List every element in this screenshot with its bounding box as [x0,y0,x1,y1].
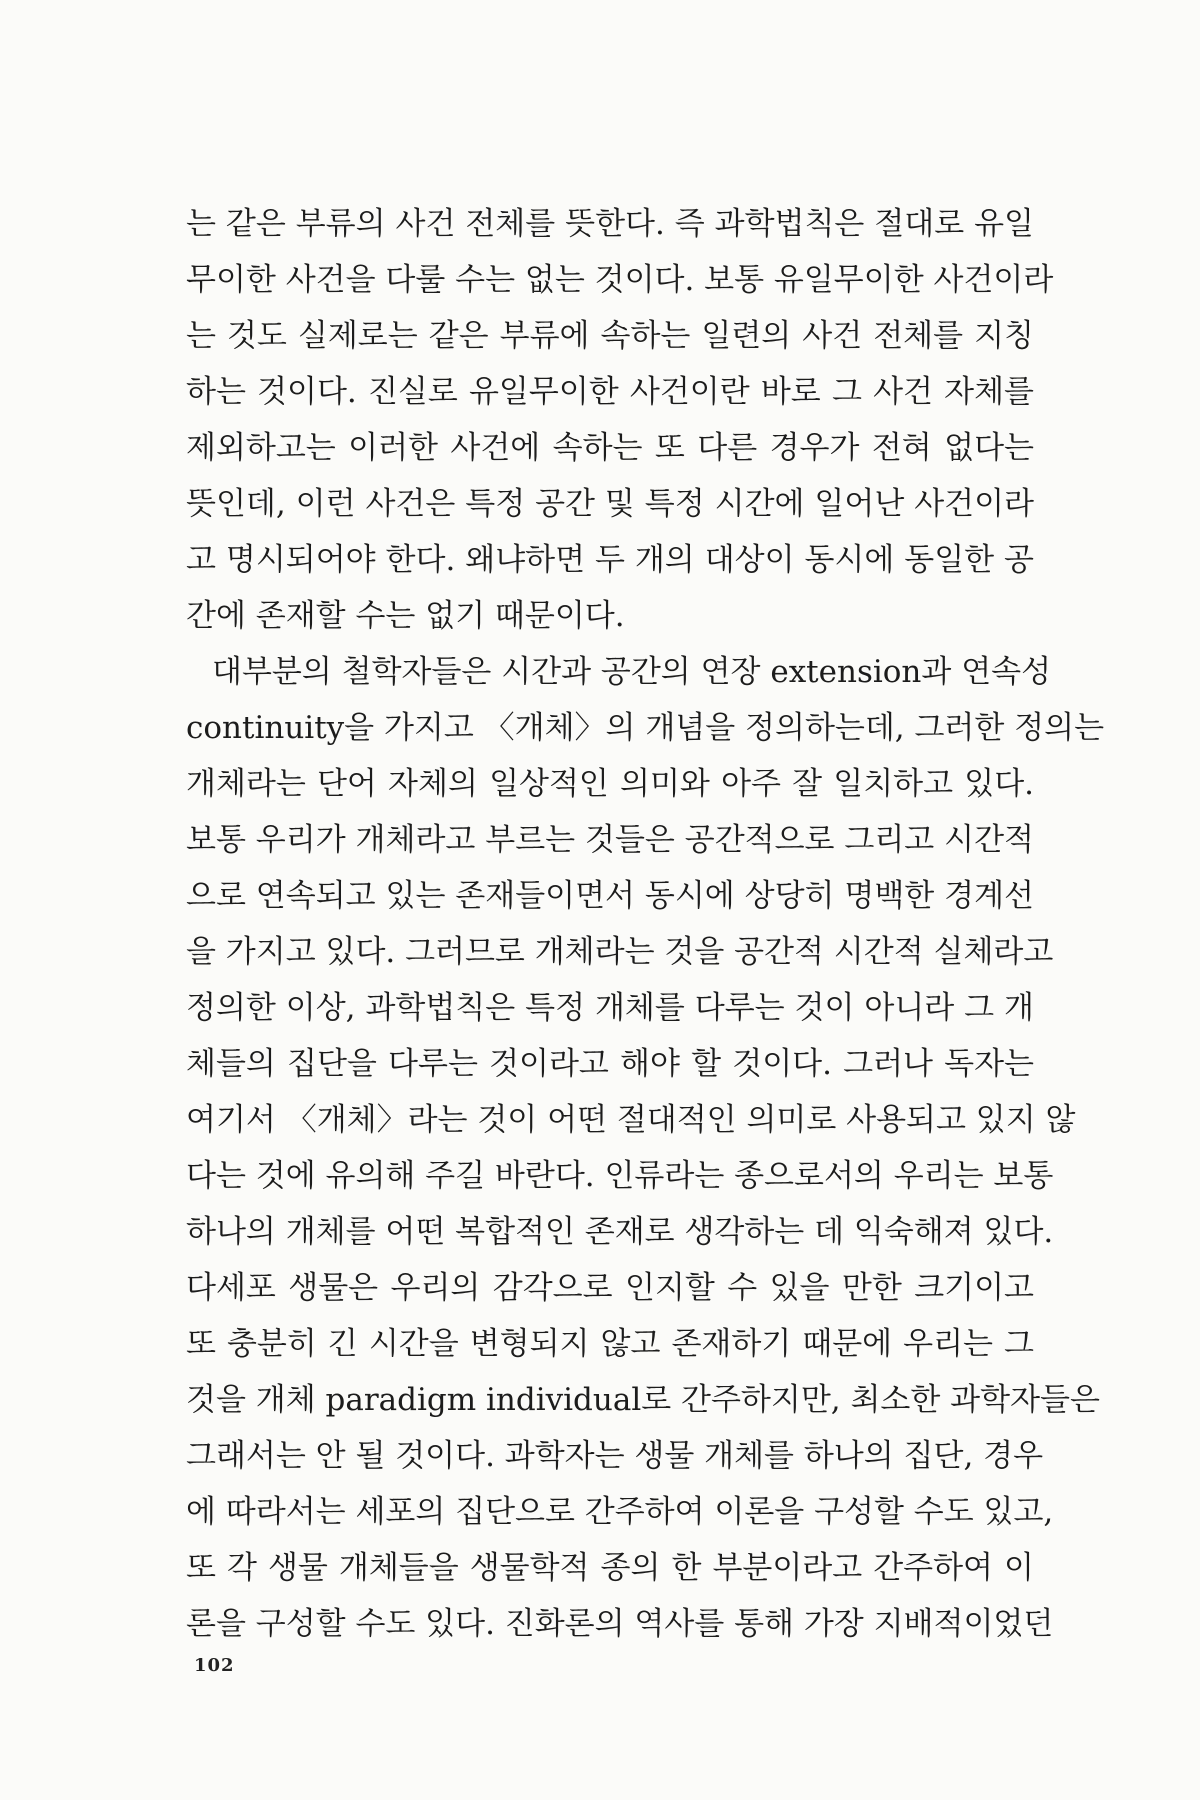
text-line: 그래서는 안 될 것이다. 과학자는 생물 개체를 하나의 집단, 경우 [186,1438,1044,1474]
text-line: 하는 것이다. 진실로 유일무이한 사건이란 바로 그 사건 자체를 [186,374,1034,410]
text-line: 다는 것에 유의해 주길 바란다. 인류라는 종으로서의 우리는 보통 [186,1158,1054,1194]
text-line: 또 충분히 긴 시간을 변형되지 않고 존재하기 때문에 우리는 그 [186,1326,1034,1362]
text-line: 무이한 사건을 다룰 수는 없는 것이다. 보통 유일무이한 사건이라 [186,262,1054,298]
text-line: 대부분의 철학자들은 시간과 공간의 연장 extension과 연속성 [212,654,1052,690]
text-line: 뜻인데, 이런 사건은 특정 공간 및 특정 시간에 일어난 사건이라 [186,486,1034,522]
text-line: 또 각 생물 개체들을 생물학적 종의 한 부분이라고 간주하여 이 [186,1550,1034,1586]
text-line: 을 가지고 있다. 그러므로 개체라는 것을 공간적 시간적 실체라고 [186,934,1054,970]
text-line: 다세포 생물은 우리의 감각으로 인지할 수 있을 만한 크기이고 [186,1270,1034,1306]
text-line: 개체라는 단어 자체의 일상적인 의미와 아주 잘 일치하고 있다. [186,766,1034,802]
text-line: 정의한 이상, 과학법칙은 특정 개체를 다루는 것이 아니라 그 개 [186,990,1034,1026]
text-line: 간에 존재할 수는 없기 때문이다. [186,598,625,634]
text-line: continuity을 가지고 〈개체〉의 개념을 정의하는데, 그러한 정의는 [186,710,1105,746]
text-line: 고 명시되어야 한다. 왜냐하면 두 개의 대상이 동시에 동일한 공 [186,542,1034,578]
text-line: 는 같은 부류의 사건 전체를 뜻한다. 즉 과학법칙은 절대로 유일 [186,206,1034,242]
page-number: 102 [194,1655,235,1676]
text-line: 에 따라서는 세포의 집단으로 간주하여 이론을 구성할 수도 있고, [186,1494,1054,1530]
text-line: 으로 연속되고 있는 존재들이면서 동시에 상당히 명백한 경계선 [186,878,1034,914]
text-line: 보통 우리가 개체라고 부르는 것들은 공간적으로 그리고 시간적 [186,822,1034,858]
text-line: 제외하고는 이러한 사건에 속하는 또 다른 경우가 전혀 없다는 [186,430,1034,466]
text-line: 체들의 집단을 다루는 것이라고 해야 할 것이다. 그러나 독자는 [186,1046,1034,1082]
body-text [186,196,1105,1652]
text-line: 는 것도 실제로는 같은 부류에 속하는 일련의 사건 전체를 지칭 [186,318,1034,354]
text-line: 여기서 〈개체〉라는 것이 어떤 절대적인 의미로 사용되고 있지 않 [186,1102,1076,1138]
text-line: 론을 구성할 수도 있다. 진화론의 역사를 통해 가장 지배적이었던 [186,1606,1054,1642]
text-line: 하나의 개체를 어떤 복합적인 존재로 생각하는 데 익숙해져 있다. [186,1214,1054,1250]
text-line: 것을 개체 paradigm individual로 간주하지만, 최소한 과학자들은 [186,1382,1100,1418]
